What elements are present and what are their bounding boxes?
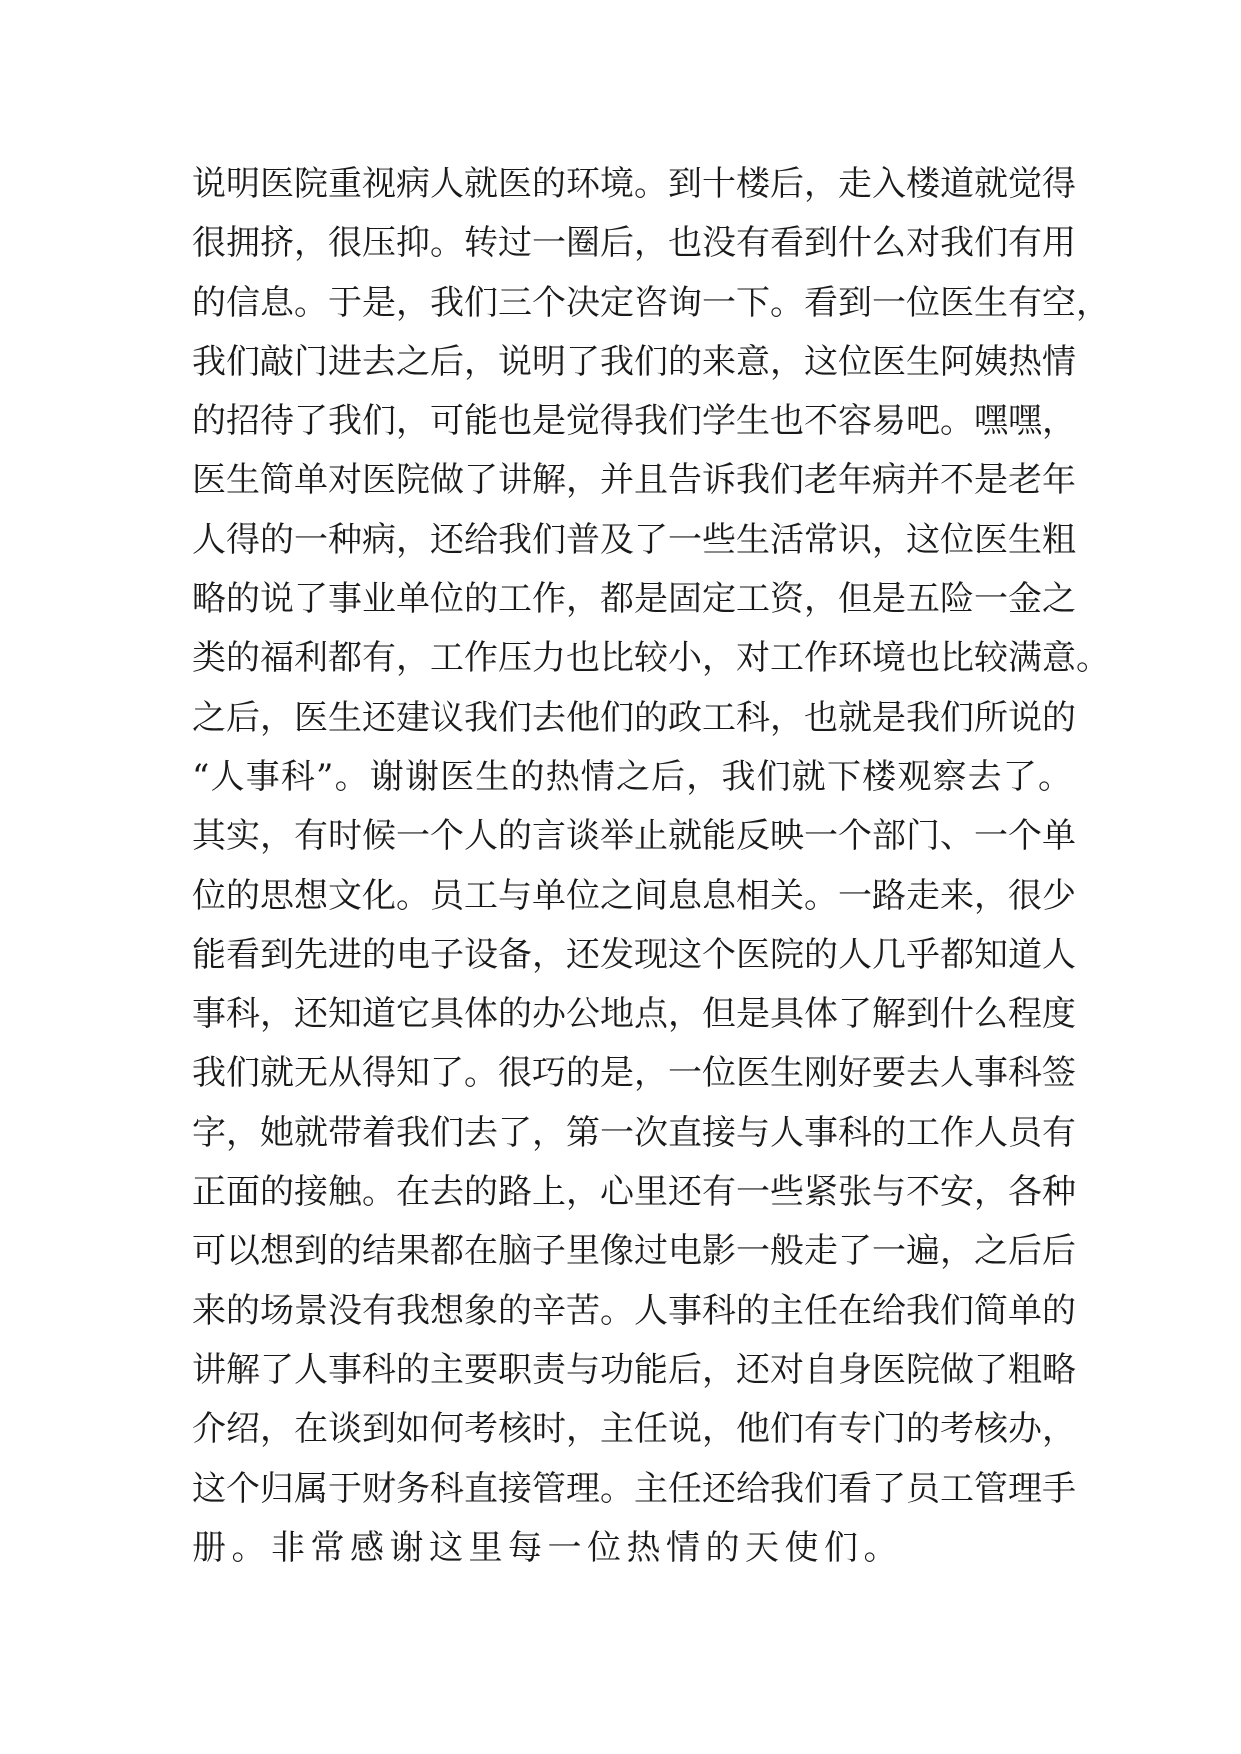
- text-line: 这个归属于财务科直接管理。主任还给我们看了员工管理手: [192, 1468, 1076, 1509]
- text-line: 医生简单对医院做了讲解，并且告诉我们老年病并不是老年: [192, 460, 1076, 501]
- text-line: 介绍，在谈到如何考核时，主任说，他们有专门的考核办，: [192, 1409, 1076, 1450]
- text-line-last: 册。非常感谢这里每一位热情的天使们。: [192, 1527, 903, 1568]
- text-line: 的信息。于是，我们三个决定咨询一下。看到一位医生有空，: [192, 282, 1110, 323]
- text-line: 字，她就带着我们去了，第一次直接与人事科的工作人员有: [192, 1112, 1076, 1153]
- text-line: 很拥挤，很压抑。转过一圈后，也没有看到什么对我们有用: [192, 223, 1076, 264]
- text-line: 能看到先进的电子设备，还发现这个医院的人几乎都知道人: [192, 934, 1076, 975]
- text-line: 可以想到的结果都在脑子里像过电影一般走了一遍，之后后: [192, 1231, 1076, 1272]
- text-line: 略的说了事业单位的工作，都是固定工资，但是五险一金之: [192, 579, 1076, 620]
- text-line: “人事科”。谢谢医生的热情之后，我们就下楼观察去了。: [192, 756, 1072, 797]
- text-line: 的招待了我们，可能也是觉得我们学生也不容易吧。嘿嘿，: [192, 401, 1076, 442]
- text-line: 事科，还知道它具体的办公地点，但是具体了解到什么程度: [192, 994, 1076, 1035]
- text-line: 我们敲门进去之后，说明了我们的来意，这位医生阿姨热情: [192, 341, 1076, 382]
- text-line: 人得的一种病，还给我们普及了一些生活常识，这位医生粗: [192, 519, 1076, 560]
- text-line: 位的思想文化。员工与单位之间息息相关。一路走来，很少: [192, 875, 1076, 916]
- text-line: 讲解了人事科的主要职责与功能后，还对自身医院做了粗略: [192, 1349, 1076, 1390]
- text-line: 说明医院重视病人就医的环境。到十楼后，走入楼道就觉得: [192, 164, 1076, 204]
- text-line: 我们就无从得知了。很巧的是，一位医生刚好要去人事科签: [192, 1053, 1076, 1094]
- text-line: 之后，医生还建议我们去他们的政工科，也就是我们所说的: [192, 697, 1076, 738]
- text-line: 来的场景没有我想象的辛苦。人事科的主任在给我们简单的: [192, 1290, 1076, 1331]
- text-line: 其实，有时候一个人的言谈举止就能反映一个部门、一个单: [192, 816, 1076, 857]
- body-paragraph: [192, 155, 1110, 1578]
- text-line: 类的福利都有，工作压力也比较小，对工作环境也比较满意。: [192, 638, 1110, 679]
- text-line: 正面的接触。在去的路上，心里还有一些紧张与不安，各种: [192, 1172, 1076, 1213]
